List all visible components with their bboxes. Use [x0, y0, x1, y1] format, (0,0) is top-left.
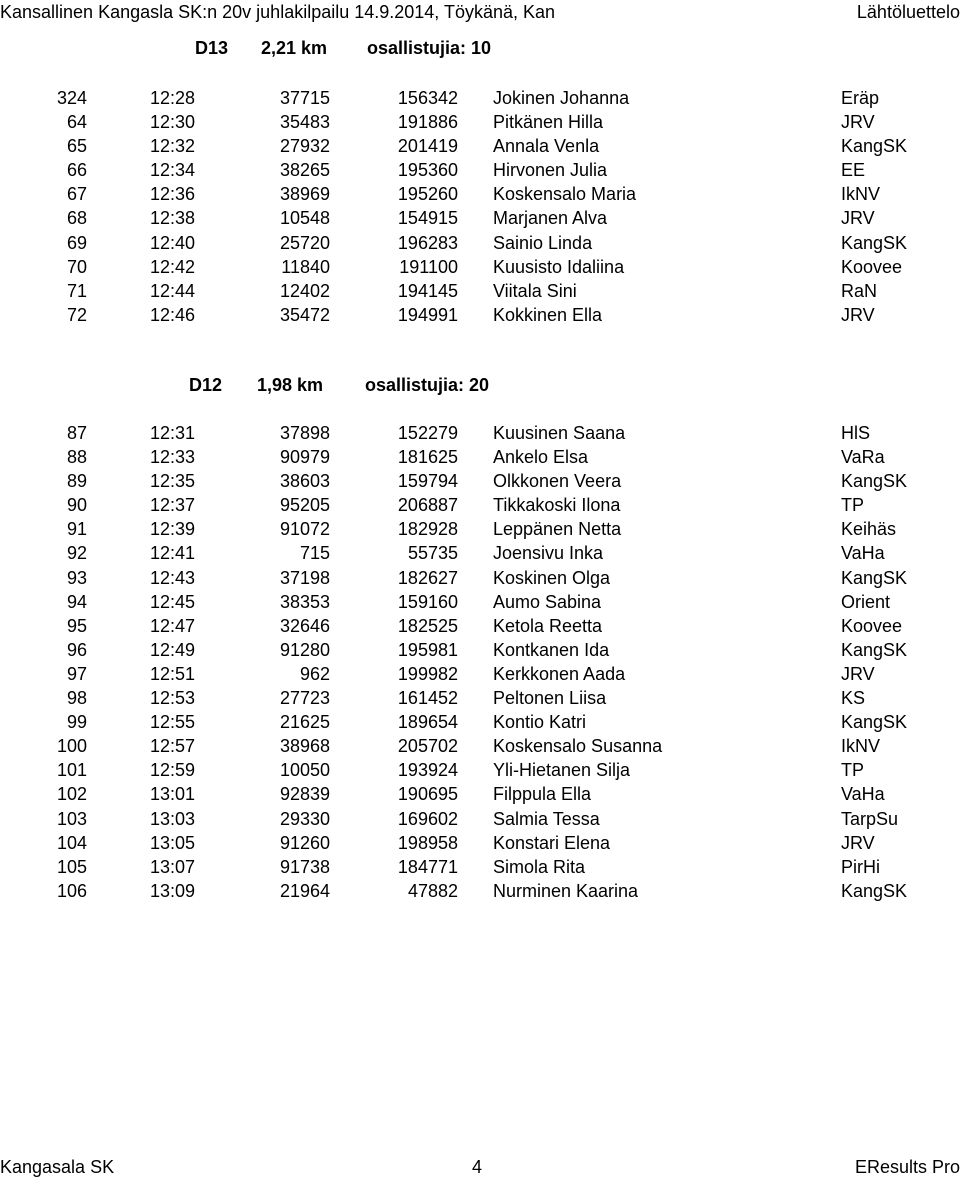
emit-number: 715	[299, 543, 330, 564]
bib-number: 93	[66, 567, 87, 588]
bib-number: 100	[56, 736, 87, 757]
bib-number: 69	[66, 232, 87, 253]
start-time: 13:03	[150, 808, 196, 829]
club-name: Eräp	[841, 88, 880, 108]
club-name: KangSK	[841, 639, 908, 660]
section-heading	[0, 375, 960, 401]
start-list-row	[0, 421, 960, 445]
bib-number: 95	[66, 615, 87, 636]
license-number: 195360	[397, 160, 458, 181]
license-number: 159794	[397, 471, 458, 492]
course-distance: 1,98 km	[257, 375, 324, 395]
competitor-name: Kerkkonen Aada	[493, 663, 626, 684]
bib-number: 101	[56, 760, 87, 781]
start-list-row	[0, 541, 960, 565]
bib-number: 103	[56, 808, 87, 829]
competitor-name: Marjanen Alva	[493, 208, 608, 229]
license-number: 156342	[397, 88, 458, 108]
bib-number: 104	[56, 832, 87, 853]
bib-number: 64	[66, 112, 87, 133]
start-list-row	[0, 686, 960, 710]
competitor-name: Kuusisto Idaliina	[493, 256, 625, 277]
start-list-row	[0, 517, 960, 541]
license-number: 191886	[397, 112, 458, 133]
start-time: 12:47	[150, 615, 196, 636]
page-number: 4	[472, 1157, 483, 1177]
emit-number: 35472	[279, 304, 330, 325]
club-name: KangSK	[841, 712, 908, 733]
bib-number: 89	[66, 471, 87, 492]
start-time: 12:42	[150, 256, 196, 277]
competitor-name: Kontkanen Ida	[493, 639, 610, 660]
class-name: D13	[195, 38, 229, 58]
bib-number: 71	[66, 280, 87, 301]
class-name: D12	[189, 375, 223, 395]
competitor-name: Aumo Sabina	[493, 591, 602, 612]
competitor-name: Tikkakoski Ilona	[493, 495, 621, 516]
emit-number: 38603	[279, 471, 330, 492]
bib-number: 67	[66, 184, 87, 205]
emit-number: 12402	[279, 280, 330, 301]
club-name: TarpSu	[841, 808, 899, 829]
club-name: Orient	[841, 591, 891, 612]
start-time: 12:40	[150, 232, 196, 253]
license-number: 181625	[397, 447, 458, 468]
start-time: 12:55	[150, 712, 196, 733]
start-list-row	[0, 734, 960, 758]
license-number: 191100	[399, 256, 458, 277]
license-number: 195260	[397, 184, 458, 205]
start-list-row	[0, 158, 960, 182]
start-time: 13:05	[150, 832, 196, 853]
emit-number: 25720	[279, 232, 330, 253]
start-list-row	[0, 879, 960, 903]
start-time: 12:57	[150, 736, 196, 757]
bib-number: 97	[66, 663, 87, 684]
bib-number: 87	[66, 423, 87, 443]
start-time: 12:39	[150, 519, 196, 540]
emit-number: 37198	[279, 567, 330, 588]
license-number: 184771	[397, 856, 458, 877]
competitor-name: Kokkinen Ella	[493, 304, 603, 325]
competitor-name: Nurminen Kaarina	[493, 880, 639, 901]
footer-organizer: Kangasala SK	[0, 1157, 115, 1177]
bib-number: 91	[66, 519, 87, 540]
club-name: JRV	[841, 208, 875, 229]
document-title: Kansallinen Kangasla SK:n 20v juhlakilpailu 14.9.2014, Töykänä, Kan	[0, 2, 556, 22]
start-list-row	[0, 255, 960, 279]
club-name: TP	[841, 495, 865, 516]
emit-number: 10050	[279, 760, 330, 781]
document-type: Lähtöluettelo	[856, 2, 960, 22]
bib-number: 90	[66, 495, 87, 516]
competitor-name: Jokinen Johanna	[493, 88, 630, 108]
license-number: 195981	[397, 639, 458, 660]
start-list-row	[0, 303, 960, 327]
start-list-row	[0, 710, 960, 734]
class-section-d12	[0, 375, 960, 903]
start-time: 12:38	[150, 208, 196, 229]
club-name: TP	[841, 760, 865, 781]
start-time: 12:49	[150, 639, 196, 660]
club-name: KangSK	[841, 880, 908, 901]
start-time: 12:28	[150, 88, 196, 108]
emit-number: 21964	[279, 880, 330, 901]
start-list-row	[0, 758, 960, 782]
start-list-row	[0, 445, 960, 469]
emit-number: 92839	[279, 784, 330, 805]
start-list	[0, 421, 960, 903]
start-list-row	[0, 279, 960, 303]
start-time: 12:30	[150, 112, 196, 133]
club-name: VaRa	[841, 447, 885, 468]
start-time: 12:59	[150, 760, 196, 781]
club-name: VaHa	[841, 784, 885, 805]
bib-number: 94	[66, 591, 87, 612]
start-list-row	[0, 182, 960, 206]
emit-number: 35483	[279, 112, 330, 133]
start-list-row	[0, 807, 960, 831]
start-time: 12:32	[150, 136, 196, 157]
start-list-row	[0, 469, 960, 493]
club-name: Koovee	[841, 615, 903, 636]
competitor-name: Simola Rita	[493, 856, 586, 877]
start-time: 12:34	[150, 160, 196, 181]
club-name: JRV	[841, 832, 875, 853]
emit-number: 11840	[281, 256, 330, 277]
start-time: 12:43	[150, 567, 196, 588]
club-name: Keihäs	[841, 519, 897, 540]
club-name: JRV	[841, 663, 875, 684]
club-name: KangSK	[841, 567, 908, 588]
bib-number: 66	[66, 160, 87, 181]
emit-number: 91738	[279, 856, 330, 877]
start-list-row	[0, 782, 960, 806]
license-number: 55735	[407, 543, 458, 564]
club-name: VaHa	[841, 543, 885, 564]
competitor-name: Ketola Reetta	[493, 615, 603, 636]
club-name: Koovee	[841, 256, 903, 277]
competitor-name: Annala Venla	[493, 136, 600, 157]
license-number: 161452	[397, 688, 458, 709]
start-time: 12:41	[150, 543, 196, 564]
competitor-name: Yli-Hietanen Silja	[493, 760, 631, 781]
license-number: 199982	[397, 663, 458, 684]
bib-number: 92	[66, 543, 87, 564]
license-number: 169602	[397, 808, 458, 829]
bib-number: 65	[66, 136, 87, 157]
start-list-row	[0, 638, 960, 662]
start-list-row	[0, 86, 960, 110]
club-name: KangSK	[841, 471, 908, 492]
start-list-row	[0, 134, 960, 158]
competitor-name: Leppänen Netta	[493, 519, 622, 540]
competitor-name: Koskensalo Maria	[493, 184, 637, 205]
start-list-row	[0, 855, 960, 879]
bib-number: 72	[66, 304, 87, 325]
emit-number: 37715	[279, 88, 330, 108]
bib-number: 96	[66, 639, 87, 660]
bib-number: 88	[66, 447, 87, 468]
license-number: 159160	[397, 591, 458, 612]
license-number: 193924	[397, 760, 458, 781]
club-name: JRV	[841, 304, 875, 325]
class-section-d13	[0, 38, 960, 327]
license-number: 182928	[397, 519, 458, 540]
license-number: 201419	[397, 136, 458, 157]
competitor-name: Koskensalo Susanna	[493, 736, 663, 757]
start-list-row	[0, 831, 960, 855]
start-time: 13:07	[150, 856, 196, 877]
competitor-name: Pitkänen Hilla	[493, 112, 604, 133]
license-number: 152279	[397, 423, 458, 443]
competitor-name: Joensivu Inka	[493, 543, 604, 564]
club-name: RaN	[841, 280, 878, 301]
start-time: 12:44	[150, 280, 196, 301]
bib-number: 99	[66, 712, 87, 733]
participant-count: osallistujia: 20	[365, 375, 490, 395]
start-time: 12:46	[150, 304, 196, 325]
emit-number: 37898	[279, 423, 330, 443]
emit-number: 91260	[279, 832, 330, 853]
start-time: 12:33	[150, 447, 196, 468]
start-list	[0, 86, 960, 327]
emit-number: 27723	[279, 688, 330, 709]
emit-number: 10548	[279, 208, 330, 229]
license-number: 47882	[407, 880, 458, 901]
club-name: JRV	[841, 112, 875, 133]
start-time: 12:36	[150, 184, 196, 205]
competitor-name: Viitala Sini	[493, 280, 577, 301]
license-number: 182525	[397, 615, 458, 636]
competitor-name: Konstari Elena	[493, 832, 611, 853]
start-list-row	[0, 231, 960, 255]
license-number: 189654	[397, 712, 458, 733]
start-time: 12:53	[150, 688, 196, 709]
club-name: HlS	[841, 423, 871, 443]
club-name: IkNV	[841, 184, 881, 205]
license-number: 205702	[397, 736, 458, 757]
start-time: 13:09	[150, 880, 196, 901]
license-number: 182627	[397, 567, 458, 588]
emit-number: 38968	[279, 736, 330, 757]
emit-number: 29330	[279, 808, 330, 829]
emit-number: 38353	[279, 591, 330, 612]
bib-number: 106	[56, 880, 87, 901]
emit-number: 962	[299, 663, 330, 684]
competitor-name: Sainio Linda	[493, 232, 593, 253]
license-number: 194145	[397, 280, 458, 301]
bib-number: 70	[66, 256, 87, 277]
emit-number: 27932	[279, 136, 330, 157]
club-name: IkNV	[841, 736, 881, 757]
start-list-row	[0, 614, 960, 638]
emit-number: 21625	[279, 712, 330, 733]
start-list-row	[0, 110, 960, 134]
emit-number: 95205	[279, 495, 330, 516]
competitor-name: Filppula Ella	[493, 784, 592, 805]
club-name: PirHi	[841, 856, 880, 877]
license-number: 190695	[397, 784, 458, 805]
license-number: 154915	[397, 208, 458, 229]
emit-number: 38969	[279, 184, 330, 205]
start-list-row	[0, 590, 960, 614]
competitor-name: Koskinen Olga	[493, 567, 611, 588]
bib-number: 105	[56, 856, 87, 877]
competitor-name: Kontio Katri	[493, 712, 587, 733]
license-number: 198958	[397, 832, 458, 853]
competitor-name: Olkkonen Veera	[493, 471, 622, 492]
competitor-name: Peltonen Liisa	[493, 688, 607, 709]
competitor-name: Salmia Tessa	[493, 808, 600, 829]
competitor-name: Hirvonen Julia	[493, 160, 608, 181]
start-time: 12:31	[150, 423, 196, 443]
license-number: 206887	[397, 495, 458, 516]
license-number: 196283	[397, 232, 458, 253]
start-time: 12:37	[150, 495, 196, 516]
start-time: 12:35	[150, 471, 196, 492]
club-name: EE	[841, 160, 866, 181]
start-list-row	[0, 566, 960, 590]
start-list-row	[0, 206, 960, 230]
section-heading	[0, 38, 960, 64]
competitor-name: Kuusinen Saana	[493, 423, 626, 443]
competitor-name: Ankelo Elsa	[493, 447, 589, 468]
bib-number: 98	[66, 688, 87, 709]
emit-number: 91072	[279, 519, 330, 540]
license-number: 194991	[397, 304, 458, 325]
start-list-row	[0, 493, 960, 517]
footer-software: EResults Pro	[854, 1157, 960, 1177]
start-list-row	[0, 662, 960, 686]
emit-number: 91280	[279, 639, 330, 660]
emit-number: 32646	[279, 615, 330, 636]
start-time: 12:45	[150, 591, 196, 612]
club-name: KS	[841, 688, 866, 709]
course-distance: 2,21 km	[261, 38, 328, 58]
bib-number: 324	[56, 88, 87, 108]
club-name: KangSK	[841, 232, 908, 253]
bib-number: 102	[56, 784, 87, 805]
emit-number: 90979	[279, 447, 330, 468]
emit-number: 38265	[279, 160, 330, 181]
bib-number: 68	[66, 208, 87, 229]
participant-count: osallistujia: 10	[367, 38, 492, 58]
club-name: KangSK	[841, 136, 908, 157]
start-time: 13:01	[150, 784, 196, 805]
start-time: 12:51	[150, 663, 196, 684]
